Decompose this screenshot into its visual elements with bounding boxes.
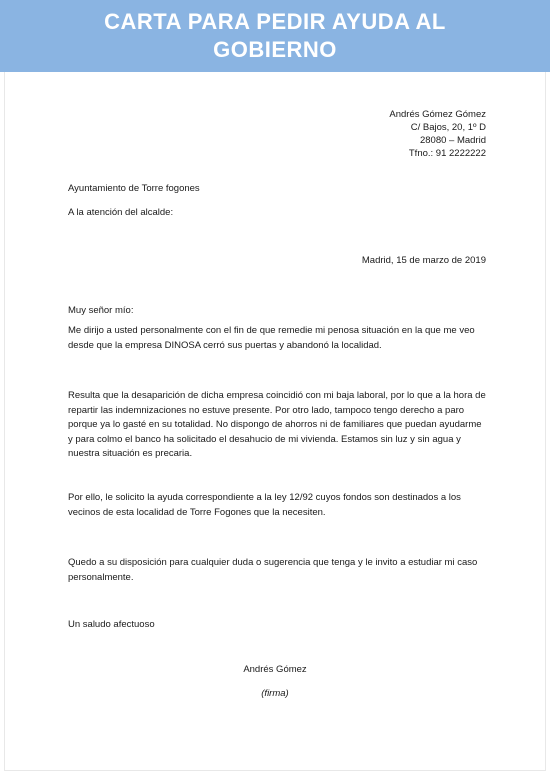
sender-city: 28080 – Madrid <box>419 135 486 146</box>
letter-date: Madrid, 15 de marzo de 2019 <box>361 255 486 266</box>
sender-phone: Tfno.: 91 2222222 <box>408 148 486 159</box>
sender-block <box>389 108 486 160</box>
sender-address: C/ Bajos, 20, 1º D <box>410 122 486 133</box>
letter-page <box>0 72 550 779</box>
title-banner <box>0 0 550 72</box>
recipient-entity: Ayuntamiento de Torre fogones <box>68 183 200 194</box>
sender-name: Andrés Gómez Gómez <box>389 109 486 120</box>
signature-label: (firma) <box>261 688 289 699</box>
salutation: Muy señor mío: <box>68 305 134 316</box>
signature-name: Andrés Gómez <box>243 664 307 675</box>
body-paragraph: Me dirijo a usted personalmente con el fin de que remedie mi penosa situación en la que me veo desde que la empresa DINOSA cerró sus puertas y abandonó la localidad. <box>68 325 475 351</box>
body-paragraph: Por ello, le solicito la ayuda correspondiente a la ley 12/92 cuyos fondos son destinados a los vecinos de esta localidad de Torre Fogones que la necesiten. <box>68 492 461 518</box>
body-paragraph: Resulta que la desaparición de dicha empresa coincidió con mi baja laboral, por lo que a la hora de repartir las indemnizaciones no estuve presente. Por otro lado, tampoco tengo derecho a paro porque ya lo gasté en su totalidad. No dispongo de ahorros ni de familiares que puedan ayudarme y para colmo el banco ha solicitado el desahucio de mi vivienda. Estamos sin luz y sin agua y nuestra situación es precaria. <box>68 390 486 459</box>
closing: Un saludo afectuoso <box>68 619 155 630</box>
banner-title-line-1: CARTA PARA PEDIR AYUDA AL <box>104 9 446 34</box>
banner-title-line-2: GOBIERNO <box>213 37 337 62</box>
body-paragraph: Quedo a su disposición para cualquier duda o sugerencia que tenga y le invito a estudiar mi caso personalmente. <box>68 557 478 583</box>
recipient-attention: A la atención del alcalde: <box>68 207 174 218</box>
